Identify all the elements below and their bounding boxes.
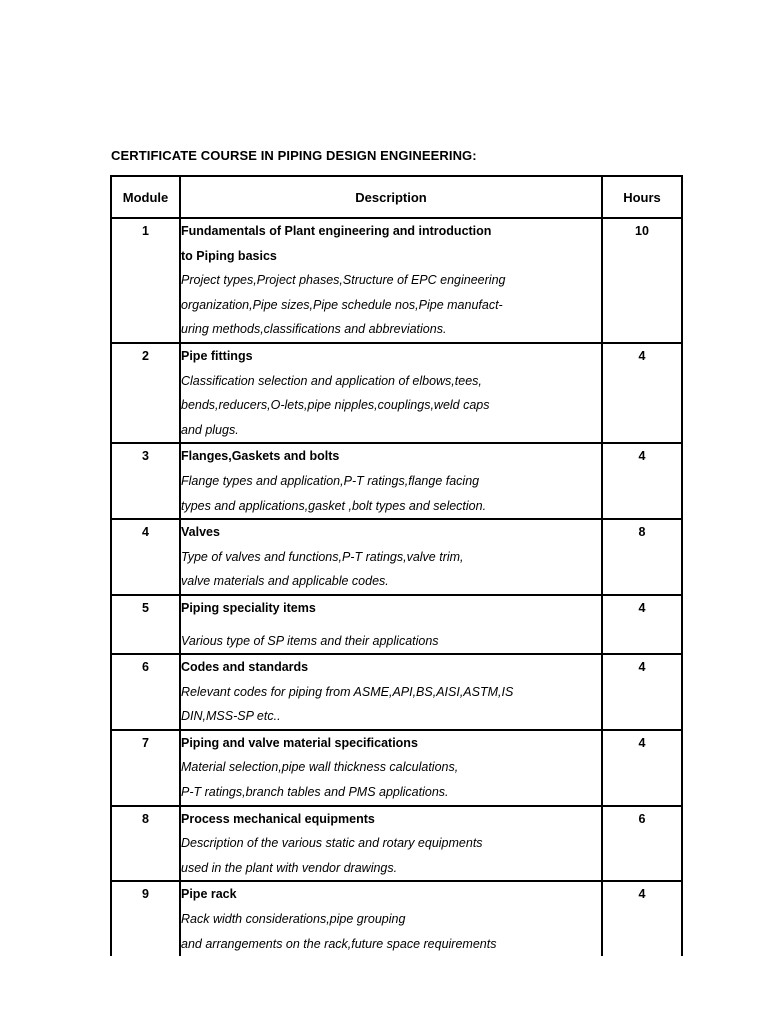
table-row [111, 519, 682, 595]
module-number: 1 [111, 218, 180, 343]
module-detail: valve materials and applicable codes. [181, 574, 389, 589]
module-description [180, 595, 602, 654]
table-row [111, 654, 682, 730]
hours-column-header: Hours [602, 176, 682, 218]
module-hours: 4 [602, 343, 682, 443]
module-detail: and arrangements on the rack,future space requirements [181, 936, 497, 951]
module-detail: Type of valves and functions,P-T ratings,valve trim, [181, 549, 464, 564]
module-hours: 4 [602, 654, 682, 730]
module-number: 8 [111, 806, 180, 882]
table-row [111, 443, 682, 519]
module-detail: Classification selection and application of elbows,tees, [181, 373, 482, 388]
module-title: Pipe fittings [181, 348, 253, 363]
table-row [111, 881, 682, 956]
module-detail: Rack width considerations,pipe grouping [181, 912, 406, 927]
module-detail: and plugs. [181, 422, 239, 437]
module-description [180, 519, 602, 595]
course-table [110, 175, 683, 956]
module-description [180, 881, 602, 956]
module-hours: 6 [602, 806, 682, 882]
module-title: Fundamentals of Plant engineering and introduction [181, 224, 492, 238]
table-row [111, 218, 682, 343]
module-detail: P-T ratings,branch tables and PMS applications. [181, 785, 449, 800]
module-title: Pipe rack [181, 887, 237, 902]
module-detail: organization,Pipe sizes,Pipe schedule nos,Pipe manufact- [181, 297, 503, 312]
module-detail: Project types,Project phases,Structure of EPC engineering [181, 273, 506, 288]
module-title: Codes and standards [181, 660, 309, 675]
module-description [180, 443, 602, 519]
module-column-header: Module [111, 176, 180, 218]
module-hours: 10 [602, 218, 682, 343]
module-hours: 8 [602, 519, 682, 595]
description-column-header: Description [180, 176, 602, 218]
table-header-row [111, 176, 682, 218]
module-title: Piping and valve material specifications [181, 735, 418, 750]
module-number: 2 [111, 343, 180, 443]
module-number: 6 [111, 654, 180, 730]
module-title: Piping speciality items [181, 600, 316, 615]
page-title: CERTIFICATE COURSE IN PIPING DESIGN ENGINEERING: [111, 148, 477, 163]
module-description [180, 654, 602, 730]
module-detail: used in the plant with vendor drawings. [181, 860, 398, 875]
module-number: 9 [111, 881, 180, 956]
module-detail: types and applications,gasket ,bolt types and selection. [181, 498, 487, 513]
module-detail: Description of the various static and rotary equipments [181, 836, 483, 851]
module-hours: 4 [602, 443, 682, 519]
module-detail: Relevant codes for piping from ASME,API,BS,AISI,ASTM,IS [181, 684, 514, 699]
module-title: Valves [181, 525, 220, 540]
table-row [111, 730, 682, 806]
module-title: to Piping basics [181, 248, 277, 263]
module-detail: uring methods,classifications and abbreviations. [181, 322, 447, 337]
module-number: 4 [111, 519, 180, 595]
table-row [111, 343, 682, 443]
module-number: 7 [111, 730, 180, 806]
module-hours: 4 [602, 595, 682, 654]
module-number: 5 [111, 595, 180, 654]
module-hours: 4 [602, 881, 682, 956]
table-body [111, 218, 682, 956]
module-detail: Flange types and application,P-T ratings,flange facing [181, 473, 480, 488]
module-description [180, 218, 602, 343]
module-title: Process mechanical equipments [181, 811, 375, 826]
module-description [180, 343, 602, 443]
module-hours: 4 [602, 730, 682, 806]
table-row [111, 806, 682, 882]
module-detail: DIN,MSS-SP etc.. [181, 709, 281, 724]
module-title: Flanges,Gaskets and bolts [181, 449, 340, 464]
module-description [180, 730, 602, 806]
module-detail: bends,reducers,O-lets,pipe nipples,couplings,weld caps [181, 398, 490, 413]
course-table-container [110, 175, 683, 951]
module-number: 3 [111, 443, 180, 519]
module-description [180, 806, 602, 882]
table-row [111, 595, 682, 654]
module-detail: Material selection,pipe wall thickness calculations, [181, 760, 459, 775]
module-detail: Various type of SP items and their applications [181, 633, 439, 648]
